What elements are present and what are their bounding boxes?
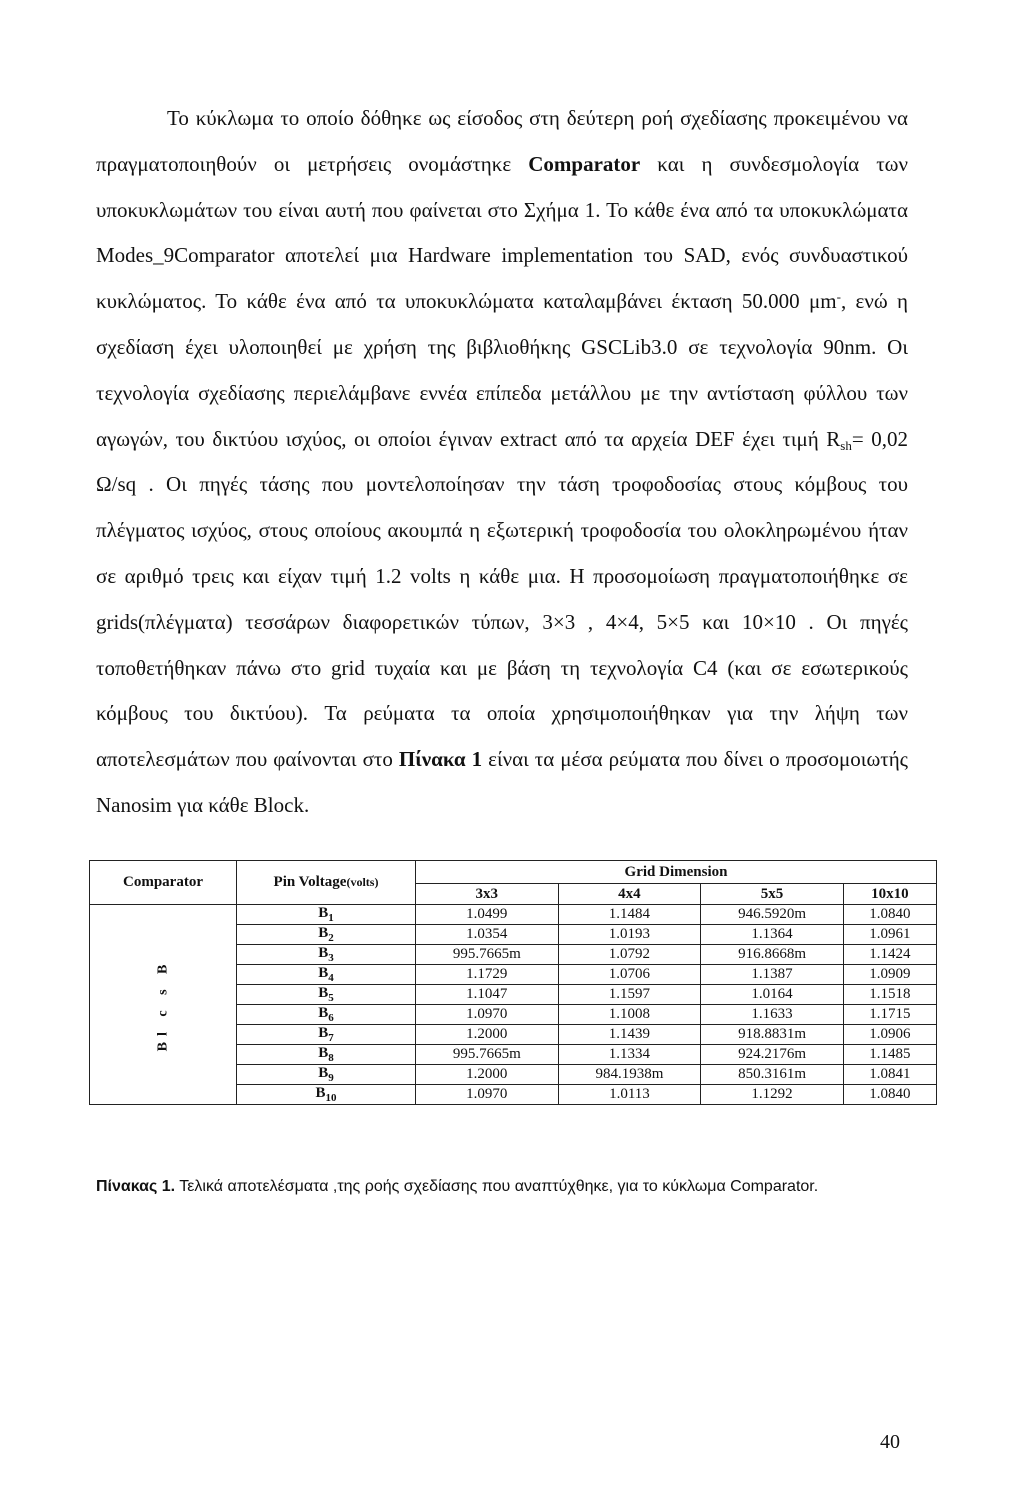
subscript: sh (840, 437, 852, 453)
voltage-cell: 916.8668m (701, 945, 844, 965)
voltage-cell: 918.8831m (701, 1025, 844, 1045)
voltage-cell: 1.1424 (843, 945, 936, 965)
caption-text: Τελικά αποτελέσματα ,της ροής σχεδίασης που αναπτύχθηκε, για το κύκλωμα Comparator. (175, 1178, 819, 1195)
header-grid-dimension: Grid Dimension (416, 861, 937, 884)
block-name-cell (237, 1085, 416, 1105)
paragraph-text: Το κύκλωμα το οποίο δόθηκε ως είσοδος στη δεύτερη ροή σχεδίασης προκειμένου να πραγματοποιηθούν οι μετρήσεις ονομάστηκε (96, 106, 908, 176)
blocks-group-text: Bl c s B (154, 958, 170, 1052)
block-name-cell (237, 925, 416, 945)
header-grid-5x5: 5x5 (701, 884, 844, 905)
block-index: 9 (328, 1072, 334, 1084)
voltage-cell: 1.1439 (558, 1025, 701, 1045)
table-caption (96, 1178, 926, 1196)
page-number: 40 (880, 1431, 900, 1453)
voltage-cell: 1.1484 (558, 905, 701, 925)
voltage-cell: 1.1485 (843, 1045, 936, 1065)
voltage-cell: 1.1729 (416, 965, 559, 985)
block-name-cell (237, 905, 416, 925)
block-letter: B (318, 925, 329, 941)
header-comparator: Comparator (90, 861, 237, 905)
voltage-cell: 1.0841 (843, 1065, 936, 1085)
voltage-cell: 1.2000 (416, 1065, 559, 1085)
blocks-group-label (90, 905, 237, 1105)
block-letter: B (318, 965, 329, 981)
block-name-cell (237, 1045, 416, 1065)
block-index: 7 (328, 1032, 334, 1044)
voltage-cell: 1.1597 (558, 985, 701, 1005)
voltage-cell: 1.1518 (843, 985, 936, 1005)
block-index: 8 (328, 1052, 334, 1064)
block-index: 6 (328, 1012, 334, 1024)
voltage-cell: 1.1387 (701, 965, 844, 985)
block-index: 2 (328, 932, 334, 944)
voltage-cell: 1.0354 (416, 925, 559, 945)
block-letter: B (318, 945, 329, 961)
block-letter: B (318, 1045, 329, 1061)
voltage-cell: 1.0970 (416, 1005, 559, 1025)
block-letter: B (315, 1085, 326, 1101)
block-letter: B (318, 905, 329, 921)
voltage-cell: 995.7665m (416, 1045, 559, 1065)
header-pin-voltage-unit: (volts) (346, 875, 379, 889)
block-name-cell (237, 1065, 416, 1085)
superscript: - (836, 289, 841, 305)
header-grid-10x10: 10x10 (843, 884, 936, 905)
voltage-cell: 1.0909 (843, 965, 936, 985)
block-letter: B (318, 985, 329, 1001)
voltage-cell: 984.1938m (558, 1065, 701, 1085)
voltage-cell: 1.0906 (843, 1025, 936, 1045)
block-index: 3 (328, 952, 334, 964)
voltage-cell: 1.1047 (416, 985, 559, 1005)
voltage-cell: 995.7665m (416, 945, 559, 965)
voltage-cell: 1.2000 (416, 1025, 559, 1045)
caption-label: Πίνακας 1. (96, 1178, 176, 1195)
paragraph-text: και η συνδεσμολογία των υποκυκλωμάτων του είναι αυτή που φαίνεται στο Σχήμα 1. Το κάθε ένα από τα υποκυκλώματα Modes_9Comparator αποτελεί μια Hardware implementation του SAD, ενός συνδυαστικού κυκλώματος. Το κάθε ένα από τα υποκυκλώματα καταλαμβάνει έκταση 50.000 μm (96, 151, 908, 314)
header-pin-voltage (237, 861, 416, 905)
block-index: 4 (328, 972, 334, 984)
block-letter: B (318, 1025, 329, 1041)
voltage-cell: 1.1364 (701, 925, 844, 945)
voltage-cell: 1.0193 (558, 925, 701, 945)
block-name-cell (237, 1005, 416, 1025)
voltage-cell: 1.0113 (558, 1085, 701, 1105)
block-index: 1 (328, 912, 334, 924)
voltage-cell: 1.0840 (843, 905, 936, 925)
block-name-cell (237, 965, 416, 985)
paragraph-text: , ενώ η σχεδίαση έχει υλοποιηθεί με χρήση της βιβλιοθήκης GSCLib3.0 σε τεχνολογία 90nm. Οι τεχνολογία σχεδίασης περιελάμβανε εννέα επίπεδα μετάλλου με την αντίσταση φύλλου των αγωγών, του δικτύου ισχύος, οι οποίοι έγιναν extract από τα αρχεία DEF έχει τιμή R (96, 289, 908, 451)
header-grid-3x3: 3x3 (416, 884, 559, 905)
header-pin-voltage-label: Pin Voltage (273, 874, 347, 890)
block-index: 10 (325, 1092, 337, 1104)
voltage-cell: 1.1334 (558, 1045, 701, 1065)
voltage-cell: 1.1292 (701, 1085, 844, 1105)
results-table (89, 860, 937, 1105)
voltage-cell: 1.1008 (558, 1005, 701, 1025)
voltage-cell: 1.0164 (701, 985, 844, 1005)
table-body (90, 905, 937, 1105)
header-grid-4x4: 4x4 (558, 884, 701, 905)
voltage-cell: 850.3161m (701, 1065, 844, 1085)
voltage-cell: 1.0961 (843, 925, 936, 945)
block-name-cell (237, 945, 416, 965)
paragraph-text: είναι τα μέσα ρεύματα που δίνει ο προσομοιωτής Nanosim για κάθε Block. (96, 747, 908, 817)
block-name-cell (237, 985, 416, 1005)
block-letter: B (318, 1005, 329, 1021)
voltage-cell: 1.0706 (558, 965, 701, 985)
paragraph-bold-text: Comparator (528, 151, 641, 176)
voltage-cell: 1.0792 (558, 945, 701, 965)
voltage-cell: 1.1633 (701, 1005, 844, 1025)
voltage-cell: 1.0840 (843, 1085, 936, 1105)
block-name-cell (237, 1025, 416, 1045)
block-letter: B (318, 1065, 329, 1081)
body-paragraph (96, 96, 908, 829)
voltage-cell: 924.2176m (701, 1045, 844, 1065)
table-row (90, 905, 937, 925)
block-index: 5 (328, 992, 334, 1004)
table-reference: Πίνακα 1 (398, 747, 483, 772)
voltage-cell: 946.5920m (701, 905, 844, 925)
voltage-cell: 1.0970 (416, 1085, 559, 1105)
paragraph-text: = 0,02 Ω/sq . Οι πηγές τάσης που μοντελοποίησαν την τάση τροφοδοσίας στους κόμβους του πλέγματος ισχύος, στους οποίους ακουμπά η εξωτερική τροφοδοσία του ολοκληρωμένου ήταν σε αριθμό τρεις και είχαν τιμή 1.2 volts η κάθε μια. Η προσομοίωση πραγματοποιήθηκε σε grids(πλέγματα) τεσσάρων διαφορετικών τύπων, 3×3 , 4×4, 5×5 και 10×10 . Οι πηγές τοποθετήθηκαν πάνω στο grid τυχαία και με βάση τη τεχνολογία C4 (και σε εσωτερικούς κόμβους του δικτύου). Τα ρεύματα τα οποία χρησιμοποιήθηκαν για την λήψη των αποτελεσμάτων που φαίνονται στο (96, 426, 908, 772)
voltage-cell: 1.1715 (843, 1005, 936, 1025)
voltage-cell: 1.0499 (416, 905, 559, 925)
